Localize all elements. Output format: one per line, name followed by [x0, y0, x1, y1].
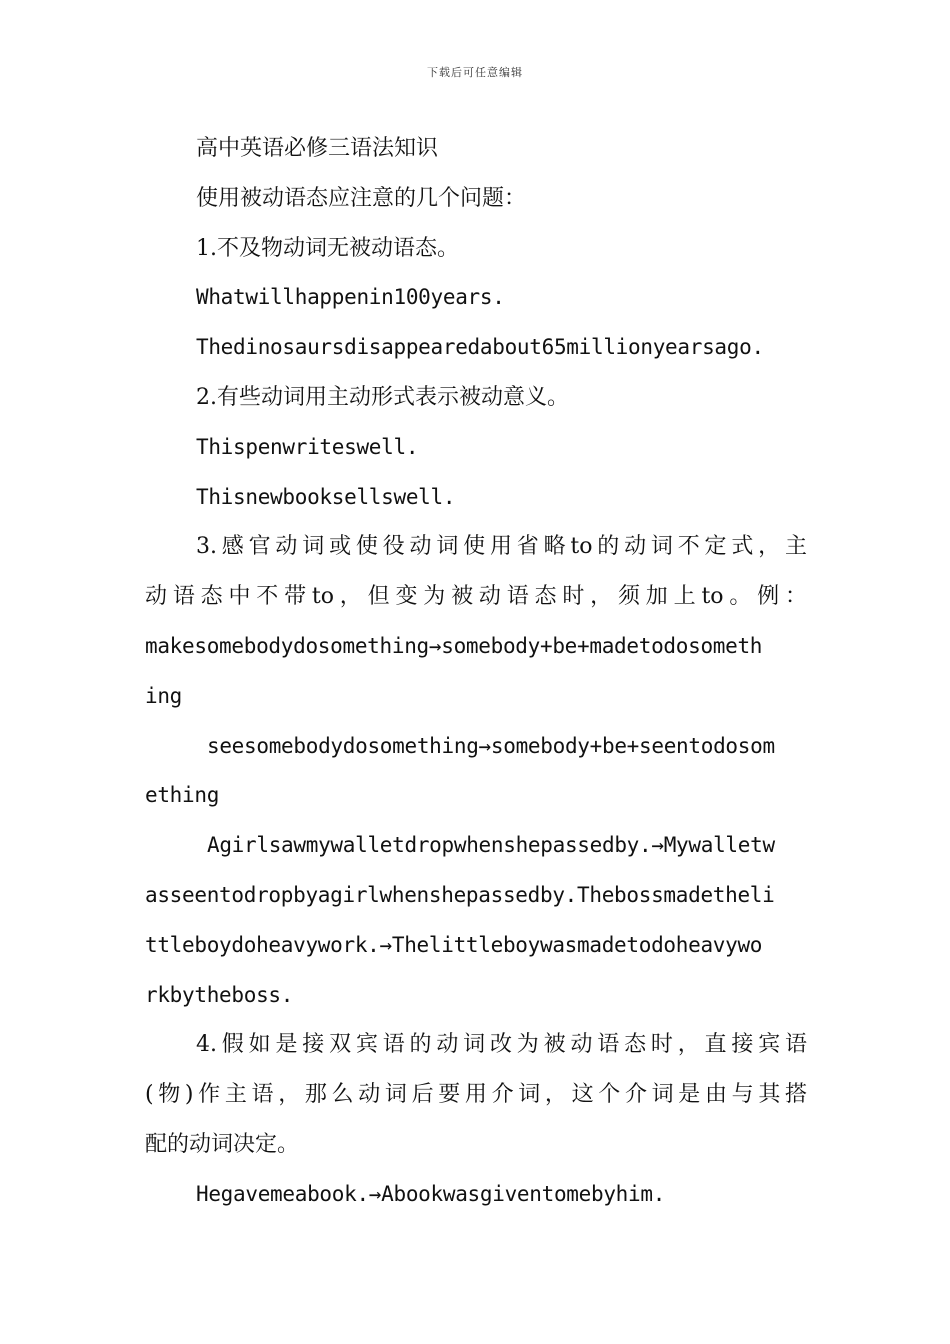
- document-title: 高中英语必修三语法知识: [196, 136, 439, 161]
- rule-2: 2.有些动词用主动形式表示被动意义。: [196, 384, 569, 410]
- example-line: Thispenwriteswell.: [196, 434, 419, 459]
- example-line: Agirlsawmywalletdropwhenshepassedby.→Mywalletw: [207, 833, 775, 858]
- rule-1: 1.不及物动词无被动语态。: [196, 235, 459, 261]
- rule-4-continued: 配的动词决定。: [145, 1131, 300, 1157]
- example-line: rkbytheboss.: [145, 982, 294, 1007]
- example-line: ttleboydoheavywork.→Thelittleboywasmadetodoheavywo: [145, 932, 763, 957]
- example-line: Thedinosaursdisappearedabout65millionyearsago.: [196, 335, 764, 360]
- example-line: Whatwillhappenin100years.: [196, 285, 505, 310]
- example-line: ething: [145, 783, 220, 808]
- example-line: seesomebodydosomething→somebody+be+seentodosom: [207, 733, 775, 758]
- example-line: ing: [145, 683, 183, 708]
- rule-4-continued: (物)作主语，那么动词后要用介词，这个介词是由与其搭: [145, 1082, 807, 1108]
- rule-3-continued: 动语态中不带to，但变为被动语态时，须加上to。例：: [145, 584, 807, 610]
- example-line: Thisnewbooksellswell.: [196, 484, 456, 509]
- example-line: asseentodropbyagirlwhenshepassedby.Thebossmadetheli: [145, 882, 775, 907]
- document-body: [145, 124, 807, 1220]
- example-line: Hegavemeabook.→Abookwasgiventomebyhim.: [196, 1181, 666, 1206]
- rule-4: 4.假如是接双宾语的动词改为被动语态时，直接宾语: [196, 1032, 807, 1058]
- rule-3: 3.感官动词或使役动词使用省略to的动词不定式，主: [196, 534, 807, 560]
- section-heading: 使用被动语态应注意的几个问题：: [196, 185, 527, 211]
- page-header: 下载后可任意编辑: [427, 66, 523, 79]
- example-line: makesomebodydosomething→somebody+be+madetodosometh: [145, 633, 763, 658]
